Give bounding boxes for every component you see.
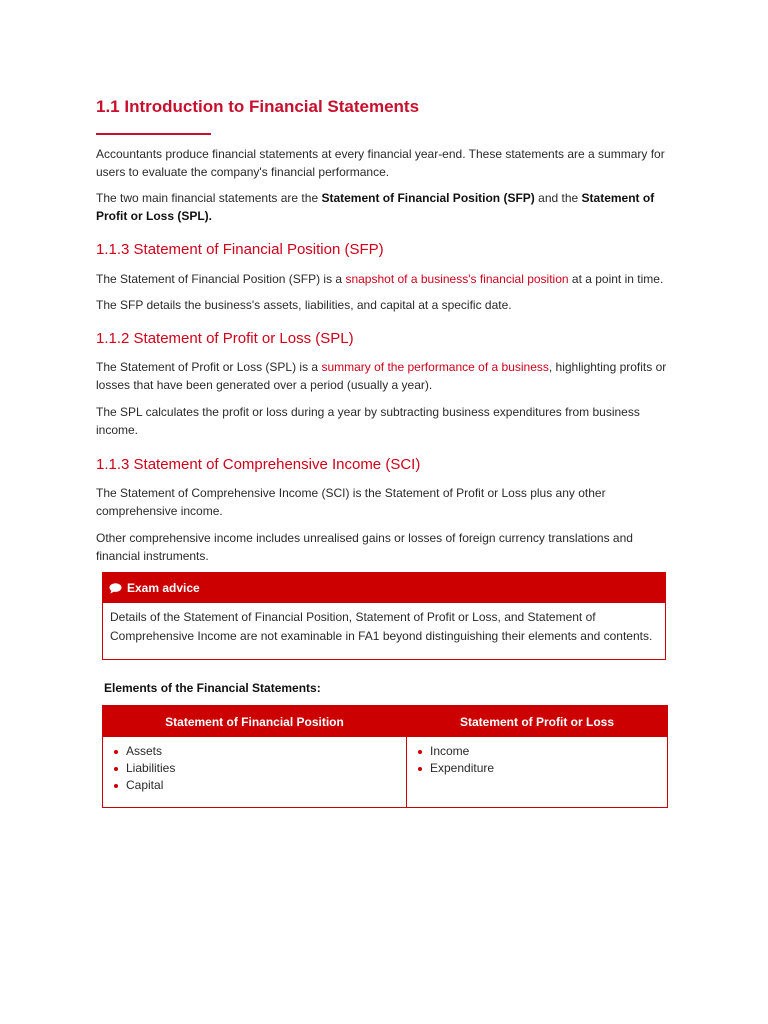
- sci-heading: 1.1.3 Statement of Comprehensive Income (SCI): [96, 456, 421, 473]
- list-item: Liabilities: [103, 760, 406, 777]
- sfp-snapshot-link[interactable]: snapshot of a business's financial position: [345, 272, 569, 286]
- spl-elements-list: [407, 743, 667, 777]
- exam-advice-text: Details of the Statement of Financial Position, Statement of Profit or Loss, and Statement of Comprehensive Income are not examinable in FA1 beyond distinguishing their elements and contents.: [110, 610, 653, 643]
- intro-paragraph-2: The two main financial statements are the Statement of Financial Position (SFP) and the Statement of Profit or Loss (SPL).: [96, 191, 655, 223]
- spl-heading: 1.1.2 Statement of Profit or Loss (SPL): [96, 330, 354, 347]
- spl-summary-link[interactable]: summary of the performance of a business: [321, 360, 549, 374]
- speech-bubble-icon: [109, 583, 122, 594]
- list-item: Capital: [103, 777, 406, 794]
- page-title: 1.1 Introduction to Financial Statements: [96, 97, 420, 116]
- sfp-heading: 1.1.3 Statement of Financial Position (SFP): [96, 241, 384, 258]
- list-item: Income: [407, 743, 667, 760]
- table-header-spl: Statement of Profit or Loss: [406, 706, 667, 737]
- sfp-paragraph-2: The SFP details the business's assets, liabilities, and capital at a specific date.: [96, 298, 512, 312]
- sci-paragraph-1: The Statement of Comprehensive Income (SCI) is the Statement of Profit or Loss plus any other comprehensive income.: [96, 486, 606, 518]
- sfp-paragraph-1: The Statement of Financial Position (SFP) is a snapshot of a business's financial position at a point in time.: [96, 272, 664, 286]
- sfp-term: Statement of Financial Position (SFP): [321, 191, 535, 205]
- sfp-elements-cell: [103, 737, 406, 807]
- sfp-elements-list: [103, 743, 406, 794]
- exam-advice-box: [102, 572, 666, 660]
- elements-table: [102, 705, 668, 808]
- spl-term: Statement of Profit or Loss (SPL).: [96, 191, 655, 223]
- sci-paragraph-2: Other comprehensive income includes unrealised gains or losses of foreign currency translations and financial instruments.: [96, 531, 633, 563]
- title-underline: [96, 133, 211, 135]
- exam-advice-header: [103, 573, 665, 603]
- list-item: Assets: [103, 743, 406, 760]
- spl-paragraph-1: The Statement of Profit or Loss (SPL) is a summary of the performance of a business, highlighting profits or losses that have been generated over a period (usually a year).: [96, 360, 667, 392]
- table-header-sfp: Statement of Financial Position: [103, 706, 406, 737]
- spl-paragraph-2: The SPL calculates the profit or loss during a year by subtracting business expenditures from business income.: [96, 405, 640, 437]
- spl-elements-cell: [406, 737, 667, 807]
- elements-title: Elements of the Financial Statements:: [104, 681, 321, 695]
- list-item: Expenditure: [407, 760, 667, 777]
- intro-paragraph-1: Accountants produce financial statements at every financial year-end. These statements are a summary for users to evaluate the company's financial performance.: [96, 147, 665, 179]
- exam-advice-title: Exam advice: [127, 581, 200, 595]
